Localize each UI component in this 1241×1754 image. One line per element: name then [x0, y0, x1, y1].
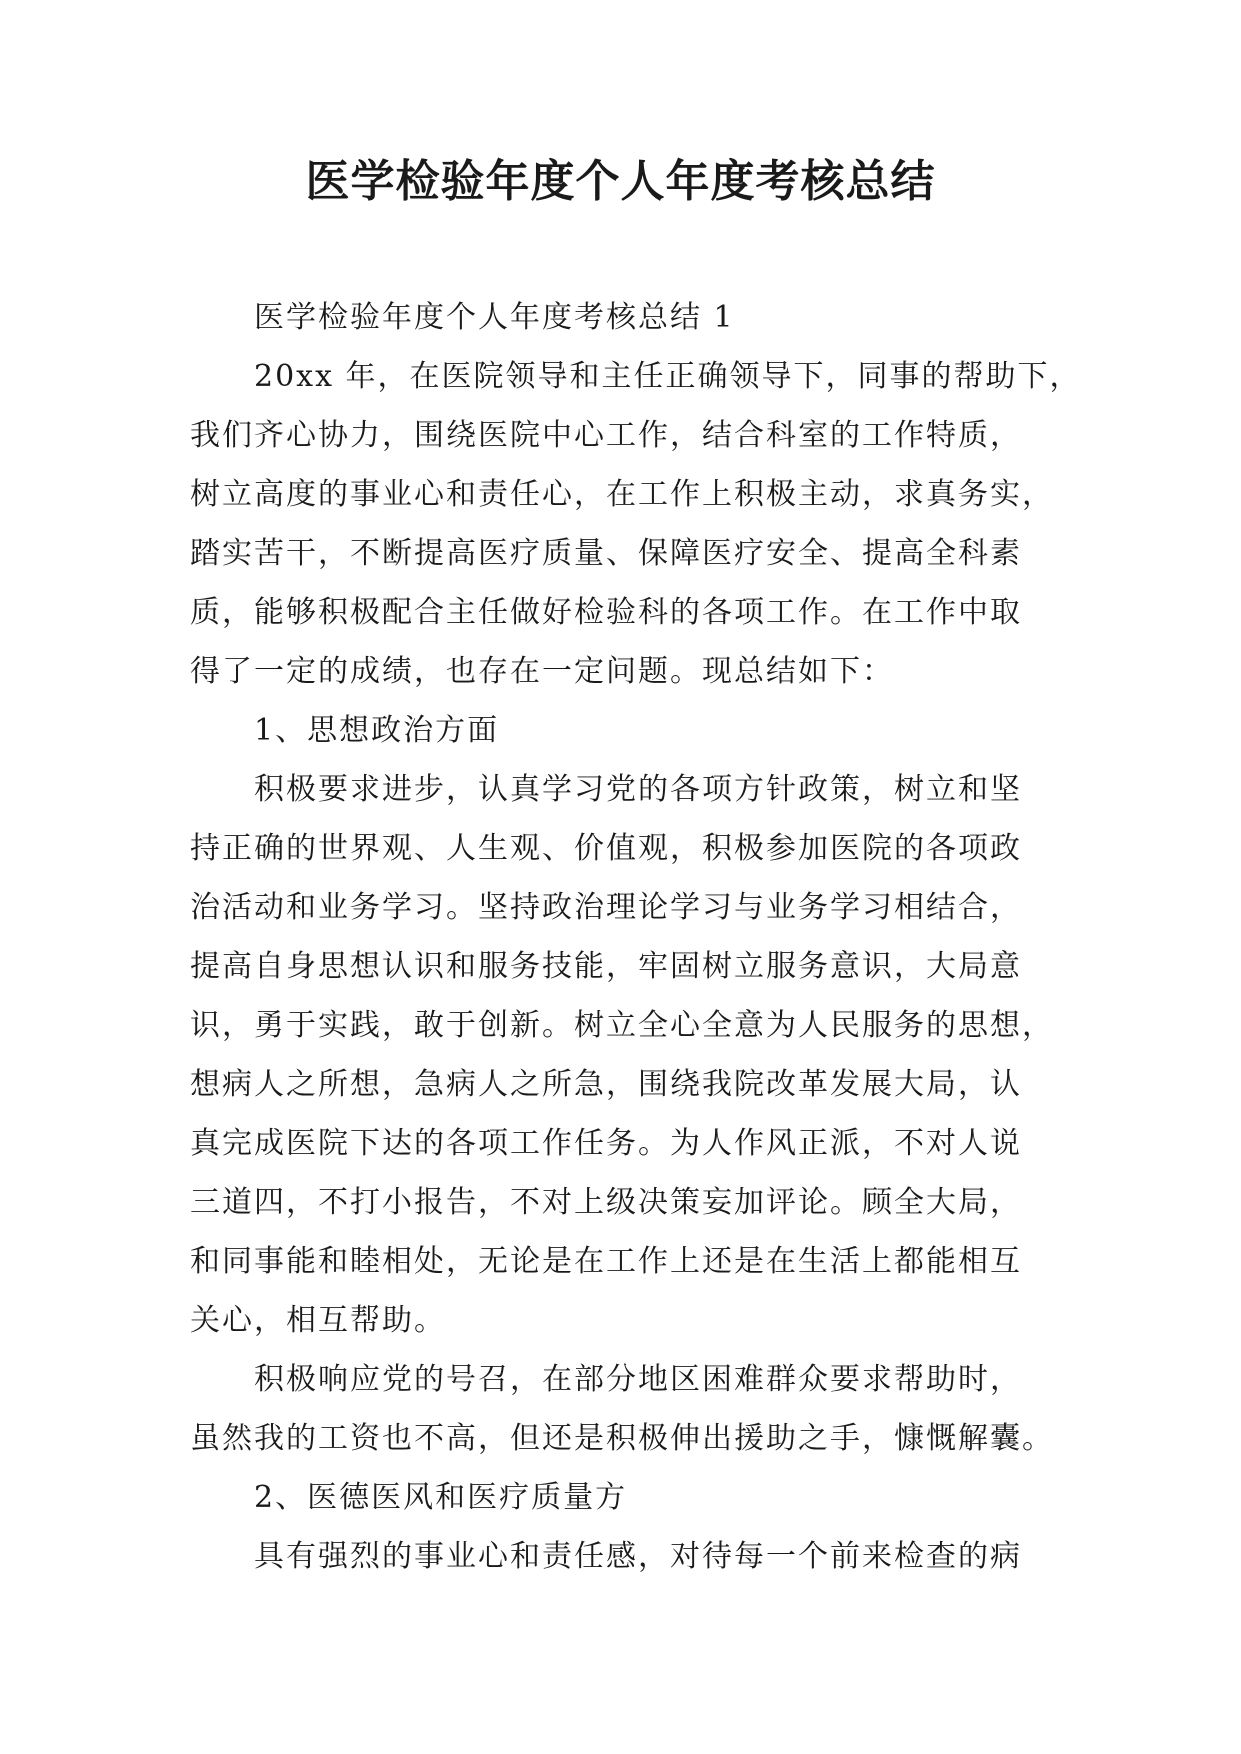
paragraph-line: 20xx 年，在医院领导和主任正确领导下，同事的帮助下， — [254, 359, 1082, 394]
document-title: 医学检验年度个人年度考核总结 — [305, 156, 936, 207]
paragraph-line: 得了一定的成绩，也存在一定问题。现总结如下： — [190, 654, 894, 689]
paragraph-line: 和同事能和睦相处，无论是在工作上还是在生活上都能相互 — [190, 1244, 1022, 1279]
paragraph-line: 提高自身思想认识和服务技能，牢固树立服务意识，大局意 — [190, 949, 1022, 984]
paragraph-line: 积极响应党的号召，在部分地区困难群众要求帮助时， — [254, 1362, 1022, 1397]
paragraph-line: 踏实苦干，不断提高医疗质量、保障医疗安全、提高全科素 — [190, 536, 1022, 571]
section-heading: 医学检验年度个人年度考核总结 1 — [254, 300, 735, 335]
paragraph-line: 我们齐心协力，围绕医院中心工作，结合科室的工作特质， — [190, 418, 1022, 453]
section-heading: 1、思想政治方面 — [254, 713, 500, 748]
paragraph-line: 三道四，不打小报告，不对上级决策妄加评论。顾全大局， — [190, 1185, 1022, 1220]
paragraph-line: 虽然我的工资也不高，但还是积极伸出援助之手，慷慨解囊。 — [190, 1421, 1054, 1456]
paragraph-line: 识，勇于实践，敢于创新。树立全心全意为人民服务的思想， — [190, 1008, 1054, 1043]
paragraph-line: 持正确的世界观、人生观、价值观，积极参加医院的各项政 — [190, 831, 1022, 866]
section-heading: 2、医德医风和医疗质量方 — [254, 1480, 628, 1515]
paragraph-line: 积极要求进步，认真学习党的各项方针政策，树立和坚 — [254, 772, 1022, 807]
paragraph-line: 质，能够积极配合主任做好检验科的各项工作。在工作中取 — [190, 595, 1022, 630]
paragraph-line: 具有强烈的事业心和责任感，对待每一个前来检查的病 — [254, 1539, 1022, 1574]
paragraph-line: 真完成医院下达的各项工作任务。为人作风正派，不对人说 — [190, 1126, 1022, 1161]
paragraph-line: 树立高度的事业心和责任心，在工作上积极主动，求真务实， — [190, 477, 1054, 512]
paragraph-line: 治活动和业务学习。坚持政治理论学习与业务学习相结合， — [190, 890, 1022, 925]
document-body — [190, 288, 1082, 1586]
paragraph-line: 想病人之所想，急病人之所急，围绕我院改革发展大局，认 — [190, 1067, 1022, 1102]
paragraph-line: 关心，相互帮助。 — [190, 1303, 446, 1338]
